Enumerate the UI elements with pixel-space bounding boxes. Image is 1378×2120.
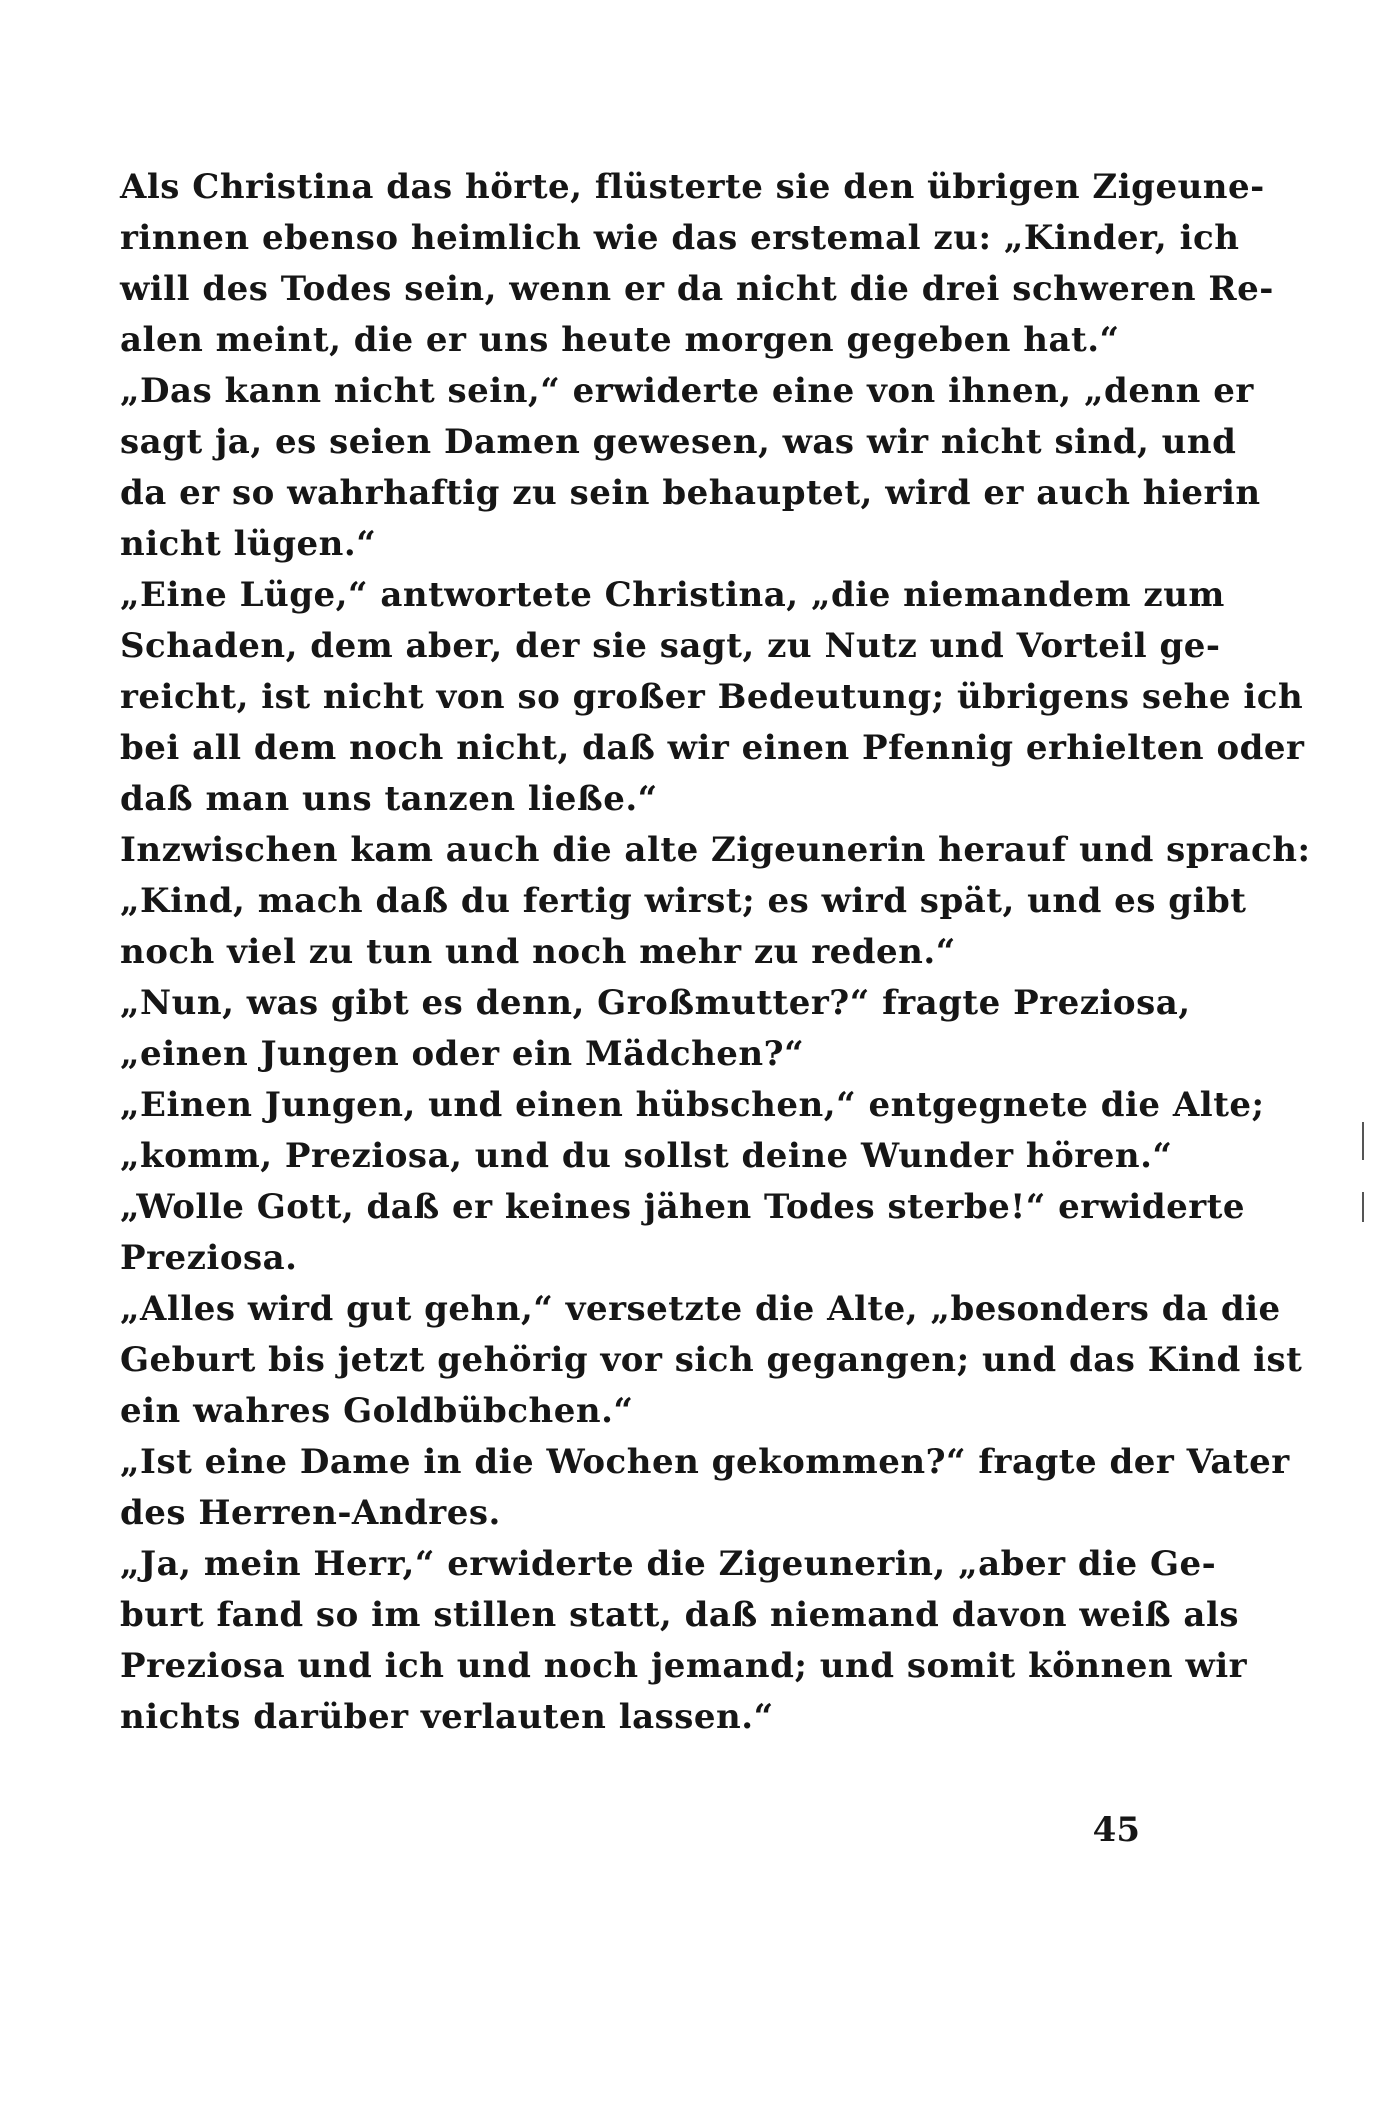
text-line: sagt ja, es seien Damen gewesen, was wir nicht sind, und — [120, 422, 1237, 462]
page-number: 45 — [1092, 1810, 1140, 1850]
scan-edge-mark — [1362, 1192, 1364, 1222]
text-line: Preziosa und ich und noch jemand; und somit können wir — [120, 1646, 1248, 1686]
paragraph — [120, 1539, 1248, 1743]
text-line: „Wolle Gott, daß er keines jähen Todes sterbe!“ erwiderte — [120, 1187, 1245, 1227]
text-line: „Eine Lüge,“ antwortete Christina, „die niemandem zum — [120, 575, 1225, 615]
text-line: noch viel zu tun und noch mehr zu reden.“ — [120, 932, 956, 972]
text-line: ein wahres Goldbübchen.“ — [120, 1391, 634, 1431]
paragraph — [120, 1182, 1245, 1284]
paragraph — [120, 366, 1261, 570]
paragraph — [120, 162, 1274, 366]
text-line: will des Todes sein, wenn er da nicht die drei schweren Re- — [120, 269, 1274, 309]
text-line: „Nun, was gibt es denn, Großmutter?“ fragte Preziosa, — [120, 983, 1191, 1023]
text-line: alen meint, die er uns heute morgen gegeben hat.“ — [120, 320, 1120, 360]
text-line: nicht lügen.“ — [120, 524, 377, 564]
text-line: „Das kann nicht sein,“ erwiderte eine von ihnen, „denn er — [120, 371, 1254, 411]
paragraph — [120, 825, 1311, 978]
text-line: Geburt bis jetzt gehörig vor sich gegangen; und das Kind ist — [120, 1340, 1303, 1380]
text-line: des Herren-Andres. — [120, 1493, 501, 1533]
text-line: „Ja, mein Herr,“ erwiderte die Zigeunerin, „aber die Ge- — [120, 1544, 1217, 1584]
text-line: Schaden, dem aber, der sie sagt, zu Nutz und Vorteil ge- — [120, 626, 1221, 666]
text-line: „Einen Jungen, und einen hübschen,“ entgegnete die Alte; — [120, 1085, 1265, 1125]
text-line: reicht, ist nicht von so großer Bedeutung; übrigens sehe ich — [120, 677, 1304, 717]
text-line: bei all dem noch nicht, daß wir einen Pfennig erhielten oder — [120, 728, 1305, 768]
paragraph — [120, 1284, 1303, 1437]
text-line: Als Christina das hörte, flüsterte sie den übrigen Zigeune- — [120, 167, 1265, 207]
text-line: „einen Jungen oder ein Mädchen?“ — [120, 1034, 805, 1074]
paragraph — [120, 1080, 1265, 1182]
text-line: „Ist eine Dame in die Wochen gekommen?“ fragte der Vater — [120, 1442, 1290, 1482]
text-line: „Alles wird gut gehn,“ versetzte die Alte, „besonders da die — [120, 1289, 1281, 1329]
text-line: rinnen ebenso heimlich wie das erstemal zu: „Kinder, ich — [120, 218, 1240, 258]
paragraph — [120, 1437, 1290, 1539]
text-line: „komm, Preziosa, und du sollst deine Wunder hören.“ — [120, 1136, 1173, 1176]
text-line: daß man uns tanzen ließe.“ — [120, 779, 658, 819]
text-line: da er so wahrhaftig zu sein behauptet, wird er auch hierin — [120, 473, 1261, 513]
text-line: burt fand so im stillen statt, daß niemand davon weiß als — [120, 1595, 1240, 1635]
scan-edge-mark — [1362, 1122, 1364, 1160]
text-line: Preziosa. — [120, 1238, 298, 1278]
text-line: „Kind, mach daß du fertig wirst; es wird spät, und es gibt — [120, 881, 1247, 921]
text-line: nichts darüber verlauten lassen.“ — [120, 1697, 774, 1737]
body-text — [120, 162, 1311, 1743]
paragraph — [120, 570, 1305, 825]
paragraph — [120, 978, 1191, 1080]
text-line: Inzwischen kam auch die alte Zigeunerin herauf und sprach: — [120, 830, 1311, 870]
